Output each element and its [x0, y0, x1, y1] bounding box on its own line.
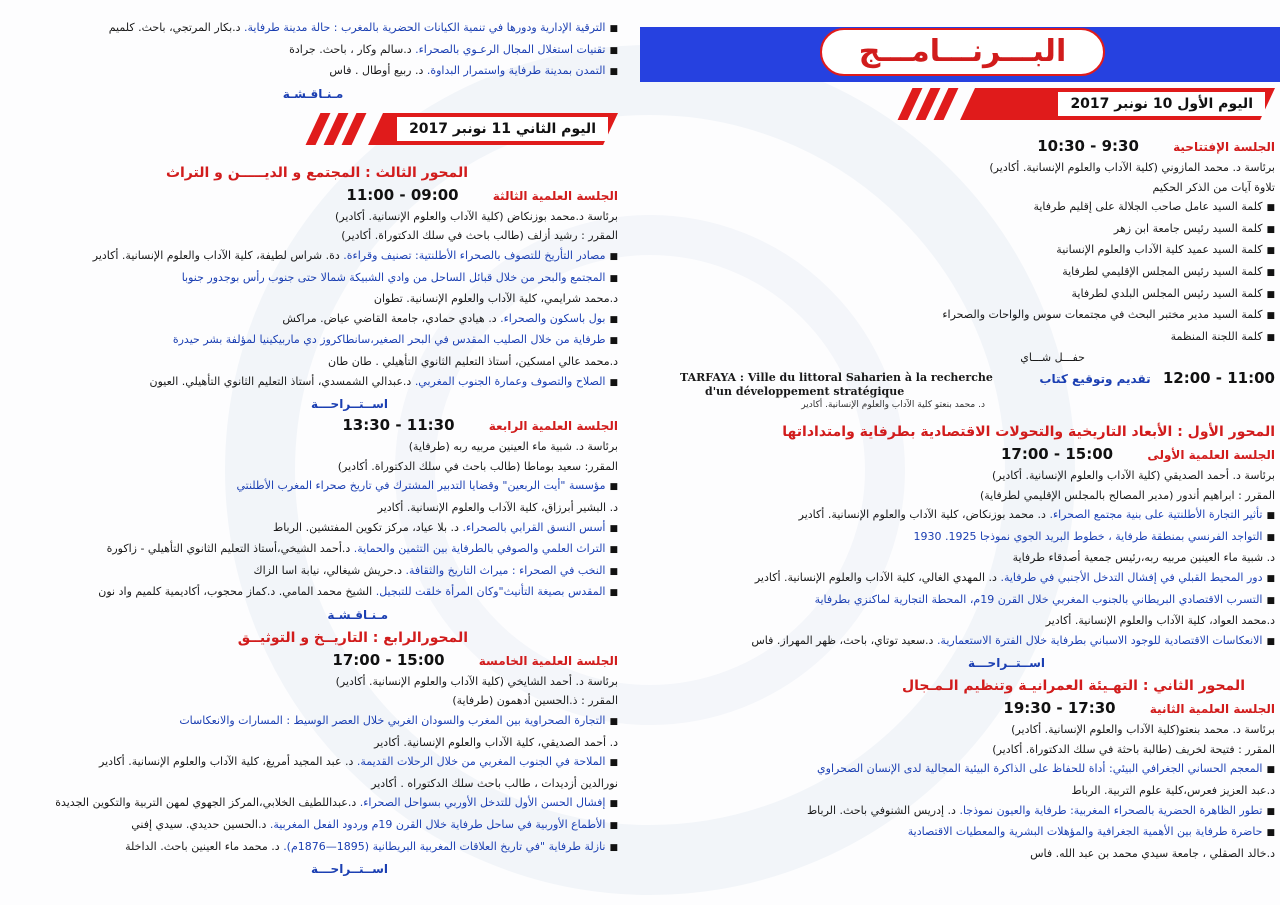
talk-author: نورالدين أزديدات ، طالب باحث سلك الدكتوراه . أكادير	[371, 776, 618, 790]
talk-author: الشيخ محمد المامي. د.كماز محجوب، أكاديمية كلميم واد نون	[98, 585, 376, 599]
day1-label: اليوم الأول 10 نونبر 2017	[1058, 92, 1265, 116]
talk-author: د.محمد العواد، كلية الآداب والعلوم الإنسانية. أكادير	[1045, 614, 1275, 628]
talk-row	[635, 611, 1275, 631]
talk-row	[8, 752, 618, 774]
discussion-day1: مـنـاقـشـة	[282, 86, 344, 101]
talk-author: د. إدريس الشنوفي باحث. الرباط	[807, 803, 960, 817]
session1-heading	[635, 444, 1275, 466]
book-signing-heading	[1039, 368, 1275, 390]
talk-row	[635, 527, 1275, 549]
talk-author: دة. شراس لطيفة، كلية الآداب والعلوم الإنسانية. أكادير	[92, 248, 344, 262]
book-signing-time: 11:00 - 12:00	[1162, 368, 1275, 387]
talk-row	[635, 568, 1275, 590]
talk-row	[635, 781, 1275, 801]
talk-row	[8, 40, 618, 62]
session5-talks	[8, 711, 618, 858]
session3-title: الجلسة العلمية الثالثة	[492, 188, 618, 203]
talk-title: النخب في الصحراء : ميراث التاريخ والثقافة.	[405, 563, 606, 577]
session1-rapporteur: المقرر : ابراهيم أندور (مدير المصالح بالمجلس الإقليمي لطرفاية)	[979, 488, 1275, 502]
session1-title: الجلسة العلمية الأولى	[1147, 447, 1275, 462]
session4-heading	[8, 415, 618, 437]
book-title-fr	[680, 371, 1000, 399]
talk-author: د. عبد المجيد أمريغ، كلية الآداب والعلوم الإنسانية. أكادير	[99, 755, 357, 769]
session2-heading	[635, 698, 1275, 720]
session4-chair: برئاسة د. شبية ماء العينين مربيه ربه (طرفاية)	[408, 440, 618, 454]
opening-speech-label: كلمة السيد عميد كلية الآداب والعلوم الإنسانية	[1056, 243, 1263, 257]
opening-speech-item	[635, 284, 1275, 306]
talk-row	[635, 759, 1275, 781]
talk-author: د. شبية ماء العينين مربيه ربه،رئيس جمعية أصدقاء طرفاية	[1012, 551, 1275, 565]
session4-talks	[8, 476, 618, 604]
session1-talks	[635, 505, 1275, 652]
session3-time: 09:00 - 11:00	[346, 185, 459, 204]
session2-title: الجلسة العلمية الثانية	[1149, 702, 1275, 717]
talk-author: د.الحسين حديدي. سيدي إفني	[131, 818, 270, 832]
session1-chair: برئاسة د. أحمد الصديقي (كلية الآداب والعلوم الإنسانية. أكادير)	[991, 468, 1275, 482]
opening-speech-item	[635, 305, 1275, 327]
session2-talks	[635, 759, 1275, 863]
day2-label: اليوم الثاني 11 نونبر 2017	[397, 117, 608, 141]
axis2-title: المحور الثاني : التهـيئة العمرانيـة وتنظيم الـمـجال	[902, 678, 1245, 695]
talk-title: طرفاية من خلال الصليب المقدس في البحر الصغير،سانطاكروز دي ماربيكينيا لمؤلفة بشر حيدرة	[172, 333, 606, 347]
talk-row	[635, 505, 1275, 527]
talk-row	[635, 844, 1275, 864]
opening-session-time: 9:30 - 10:30	[1037, 137, 1139, 155]
program-title: البـــرنـــامـــج	[820, 28, 1105, 76]
talk-author: د. أحمد الصديقي، كلية الآداب والعلوم الإنسانية. أكادير	[374, 735, 618, 749]
talk-author: د.محمد عالي امسكين، أستاذ التعليم الثانوي التأهيلي . طان طان	[328, 354, 618, 368]
axis2-heading	[635, 674, 1275, 698]
talk-row	[635, 548, 1275, 568]
talk-author: د. المهدي الغالي، كلية الآداب والعلوم الإنسانية. أكادير	[754, 570, 1001, 584]
talk-row	[8, 837, 618, 859]
talk-row	[8, 372, 618, 394]
session5-time: 15:00 - 17:00	[332, 650, 445, 669]
left-column	[8, 18, 618, 880]
talk-title: التواجد الفرنسي بمنطقة طرفاية ، خطوط البريد الجوي نموذجا 1925. 1930	[913, 529, 1263, 543]
talk-title: تطور الظاهرة الحضرية بالصحراء المغربية: طرفاية والعيون نموذجا.	[959, 803, 1263, 817]
opening-quran: تلاوة آيات من الذكر الحكيم	[1152, 180, 1275, 194]
axis3-heading	[8, 161, 618, 185]
session3-rapporteur: المقرر : رشيد أزلف (طالب باحث في سلك الدكتوراة. أكادير)	[341, 229, 618, 243]
session5-chair: برئاسة د. أحمد الشايخي (كلية الآداب والعلوم الإنسانية. أكادير)	[335, 674, 618, 688]
talk-title: تقنيات استغلال المجال الرعـوي بالصحراء.	[415, 42, 606, 56]
opening-speech-item	[635, 219, 1275, 241]
session3-heading	[8, 185, 618, 207]
talk-row	[8, 268, 618, 290]
talk-row	[8, 330, 618, 352]
session5-rapporteur: المقرر : ذ.الحسين أدهمون (طرفاية)	[452, 694, 618, 708]
opening-session-title: الجلسة الإفتتاحية	[1173, 140, 1275, 154]
opening-speech-label: كلمة السيد رئيس المجلس البلدي لطرفاية	[1071, 286, 1263, 300]
talk-title: مصادر التأريخ للتصوف بالصحراء الأطلنتية: تصنيف وقراءة.	[343, 248, 606, 262]
book-title-fr-line1: TARFAYA : Ville du littoral Saharien à la recherche	[680, 370, 993, 384]
discussion-day2: مـنـاقـشـة	[327, 607, 388, 622]
session5-title: الجلسة العلمية الخامسة	[478, 653, 618, 668]
talk-author: د. محمد ماء العينين باحث. الداخلة	[125, 839, 284, 853]
book-author: د. محمد بنعتو كلية الآداب والعلوم الإنسانية. أكادير	[801, 399, 985, 410]
session3-talks	[8, 246, 618, 393]
talk-title: التمدن بمدينة طرفاية واستمرار البداوة.	[426, 64, 606, 78]
opening-speech-label: كلمة السيد عامل صاحب الجلالة على إقليم طرفاية	[1033, 200, 1263, 214]
talk-author: د.أحمد الشيخي،أستاذ التعليم الثانوي التأهيلي - زاكورة	[106, 542, 354, 556]
session1-time: 15:00 - 17:00	[1000, 444, 1114, 463]
session2-time: 17:30 - 19:30	[1003, 699, 1116, 718]
talk-title: حاضرة طرفاية بين الأهمية الجغرافية والمؤهلات البشرية والمعطيات الاقتصادية	[907, 825, 1263, 839]
talk-row	[8, 733, 618, 753]
talk-author: د.عبدالي الشمسدي، أستاذ التعليم الثانوي التأهيلي. العيون	[149, 374, 415, 388]
talk-row	[635, 801, 1275, 823]
opening-speech-item	[635, 327, 1275, 349]
talk-author: د.محمد شرايمي، كلية الآداب والعلوم الإنسانية. تطوان	[373, 292, 618, 306]
talk-author: د. البشير أبرزاق، كلية الآداب والعلوم الإنسانية. أكادير	[377, 500, 618, 514]
talk-row	[8, 246, 618, 268]
talk-title: نازلة طرفاية "في تاريخ العلاقات المغربية البريطانية (1895—1876م).	[283, 839, 606, 853]
talk-row	[8, 711, 618, 733]
day2-banner	[8, 113, 618, 153]
talk-title: التراث العلمي والصوفي بالطرفاية بين التثمين والحماية.	[353, 542, 606, 556]
talk-title: الملاحة في الجنوب المغربي من خلال الرحلات القديمة.	[356, 755, 606, 769]
talk-author: د. ربيع أوطال . فاس	[329, 64, 427, 78]
opening-chair: برئاسة د. محمد المازوني (كلية الآداب والعلوم الإنسانية. أكادير)	[989, 161, 1275, 174]
talk-title: دور المحيط القبلي في إفشال التدخل الأجنبي في طرفاية.	[1000, 570, 1263, 584]
talk-row	[8, 793, 618, 815]
talk-row	[8, 352, 618, 372]
session4-rapporteur: المقرر: سعيد بوماطا (طالب باحث في سلك الدكتوراة. أكادير)	[337, 459, 618, 473]
opening-speech-item	[635, 240, 1275, 262]
talk-row	[8, 61, 618, 83]
day1-banner	[635, 88, 1275, 128]
talk-author: د.سالم وكار ، باحث. جرادة	[289, 42, 416, 56]
talk-row	[8, 289, 618, 309]
talk-row	[8, 561, 618, 583]
break-1-day2: اســتــراحـــة	[310, 397, 388, 412]
opening-speeches-list	[635, 197, 1275, 348]
talk-title: المجتمع والبحر من خلال قبائل الساحل من وادي الشبيكة شمالا حتى جنوب رأس بوجدور جنوبا	[181, 270, 606, 284]
talk-author: د. بلا عياد، مركز تكوين المفتشين. الرباط	[273, 520, 463, 534]
axis4-heading	[8, 626, 618, 650]
opening-speech-item	[635, 197, 1275, 219]
talk-row	[8, 309, 618, 331]
talk-author: د.بكار المرتجي، باحث. كلميم	[108, 21, 245, 34]
talk-row	[635, 590, 1275, 612]
opening-speech-label: كلمة السيد رئيس جامعة ابن زهر	[1113, 221, 1263, 235]
talk-title: أسس النسق القرابي بالصحراء.	[462, 520, 606, 534]
session2-chair: برئاسة د. محمد بنعتو(كلية الآداب والعلوم الإنسانية. أكادير)	[1011, 723, 1275, 737]
talk-author: د.عبد العزيز فعرس،كلية علوم التربية. الرباط	[1071, 784, 1275, 798]
talk-title: المعجم الحساني الجغرافي البيئي: أداة للحفاظ على الذاكرة البيئية المجالية لدى الإنسان الصحراوي	[817, 762, 1263, 776]
talk-title: إفشال الحسن الأول للتدخل الأوربي بسواحل الصحراء.	[359, 796, 606, 810]
talk-row	[8, 476, 618, 498]
book-signing	[635, 368, 1275, 412]
talk-title: التجارة الصحراوية بين المغرب والسودان الغربي خلال العصر الوسيط : المسارات والانعكاسات	[179, 714, 606, 728]
opening-speech-item	[635, 262, 1275, 284]
talk-row	[8, 18, 618, 40]
tea-party: حفـــل شـــاي	[1020, 351, 1085, 365]
opening-speech-label: كلمة السيد رئيس المجلس الإقليمي لطرفاية	[1062, 264, 1263, 278]
talk-author: د.حريش شيغالي، نيابة اسا الزاك	[253, 563, 406, 577]
talk-row	[8, 582, 618, 604]
talk-row	[635, 631, 1275, 653]
talk-row	[8, 815, 618, 837]
talk-title: التسرب الاقتصادي البريطاني بالجنوب المغربي خلال القرن 19م، المحطة التجارية لماكنزي بطرفاية	[814, 592, 1263, 606]
session2-rapporteur: المقرر : فتيحة لخريف (طالبة باحثة في سلك الدكتوراة. أكادير)	[992, 742, 1275, 756]
talk-title: بول باسكون والصحراء.	[500, 311, 606, 325]
axis3-title: المحور الثالث : المجتمع و الديـــــن و التراث	[165, 164, 468, 181]
session5-heading	[8, 650, 618, 672]
book-title-fr-line2: d'un développement stratégique	[705, 384, 905, 398]
break-day1: اســتــراحـــة	[967, 656, 1045, 671]
talk-title: تأثير التجارة الأطلنتية على بنية مجتمع الصحراء.	[1049, 508, 1263, 522]
talk-author: د.خالد الصقلي ، جامعة سيدي محمد بن عبد الله. فاس	[1030, 846, 1275, 860]
talk-row	[8, 498, 618, 518]
talk-title: مؤسسة "أيت الربعين" وقضايا التدبير المشترك في تاريخ صحراء المغرب الأطلنتي	[236, 479, 606, 493]
talk-title: الأطماع الأوربية في ساحل طرفاية خلال القرن 19م وردود الفعل المغربية.	[269, 818, 606, 832]
right-column	[635, 88, 1275, 863]
session4-time: 11:30 - 13:30	[342, 416, 455, 435]
axis1-heading	[635, 420, 1275, 444]
book-signing-label: تقديم وتوقيع كتاب	[1039, 371, 1151, 386]
talk-row	[635, 822, 1275, 844]
talk-title: الصلاح والتصوف وعمارة الجنوب المغربي.	[414, 374, 606, 388]
opening-session-heading	[635, 136, 1275, 158]
talk-row	[8, 518, 618, 540]
axis1-title: المحور الأول : الأبعاد التاريخية والتحولات الاقتصادية بطرفاية وامتداداتها	[782, 423, 1275, 440]
axis2-continued-talks	[8, 18, 618, 83]
session4-title: الجلسة العلمية الرابعة	[488, 419, 618, 434]
talk-title: الانعكاسات الاقتصادية للوجود الاسباني بطرفاية خلال الفترة الاستعمارية.	[936, 633, 1263, 647]
opening-speech-label: كلمة السيد مدير مختبر البحث في مجتمعات سوس والواحات والصحراء	[942, 308, 1263, 322]
opening-speech-label: كلمة اللجنة المنظمة	[1170, 329, 1263, 343]
talk-author: د. هيادي حمادي، جامعة القاضي عياض. مراكش	[282, 311, 501, 325]
talk-row	[8, 774, 618, 794]
talk-author: د.سعيد توتاي، باحث، ظهر المهراز. فاس	[751, 633, 937, 647]
talk-row	[8, 539, 618, 561]
break-2-day2: اســتــراحـــة	[310, 862, 388, 877]
axis4-title: المحورالرابع : التاريــخ و التوثيــق	[237, 629, 468, 646]
talk-title: المقدس بصيغة التأنيث"وكان المرأة خلقت للتبجيل.	[375, 585, 606, 599]
talk-title: الترقية الإدارية ودورها في تنمية الكيانات الحضرية بالمغرب : حالة مدينة طرفاية.	[244, 21, 606, 34]
talk-author: د.عبداللطيف الخلابي،المركز الجهوي لمهن التربية والتكوين الجديدة	[55, 796, 360, 810]
talk-author: د. محمد بوزنكاض، كلية الآداب والعلوم الإنسانية. أكادير	[798, 508, 1050, 522]
session3-chair: برئاسة د.محمد بوزنكاض (كلية الآداب والعلوم الإنسانية. أكادير)	[335, 209, 618, 223]
